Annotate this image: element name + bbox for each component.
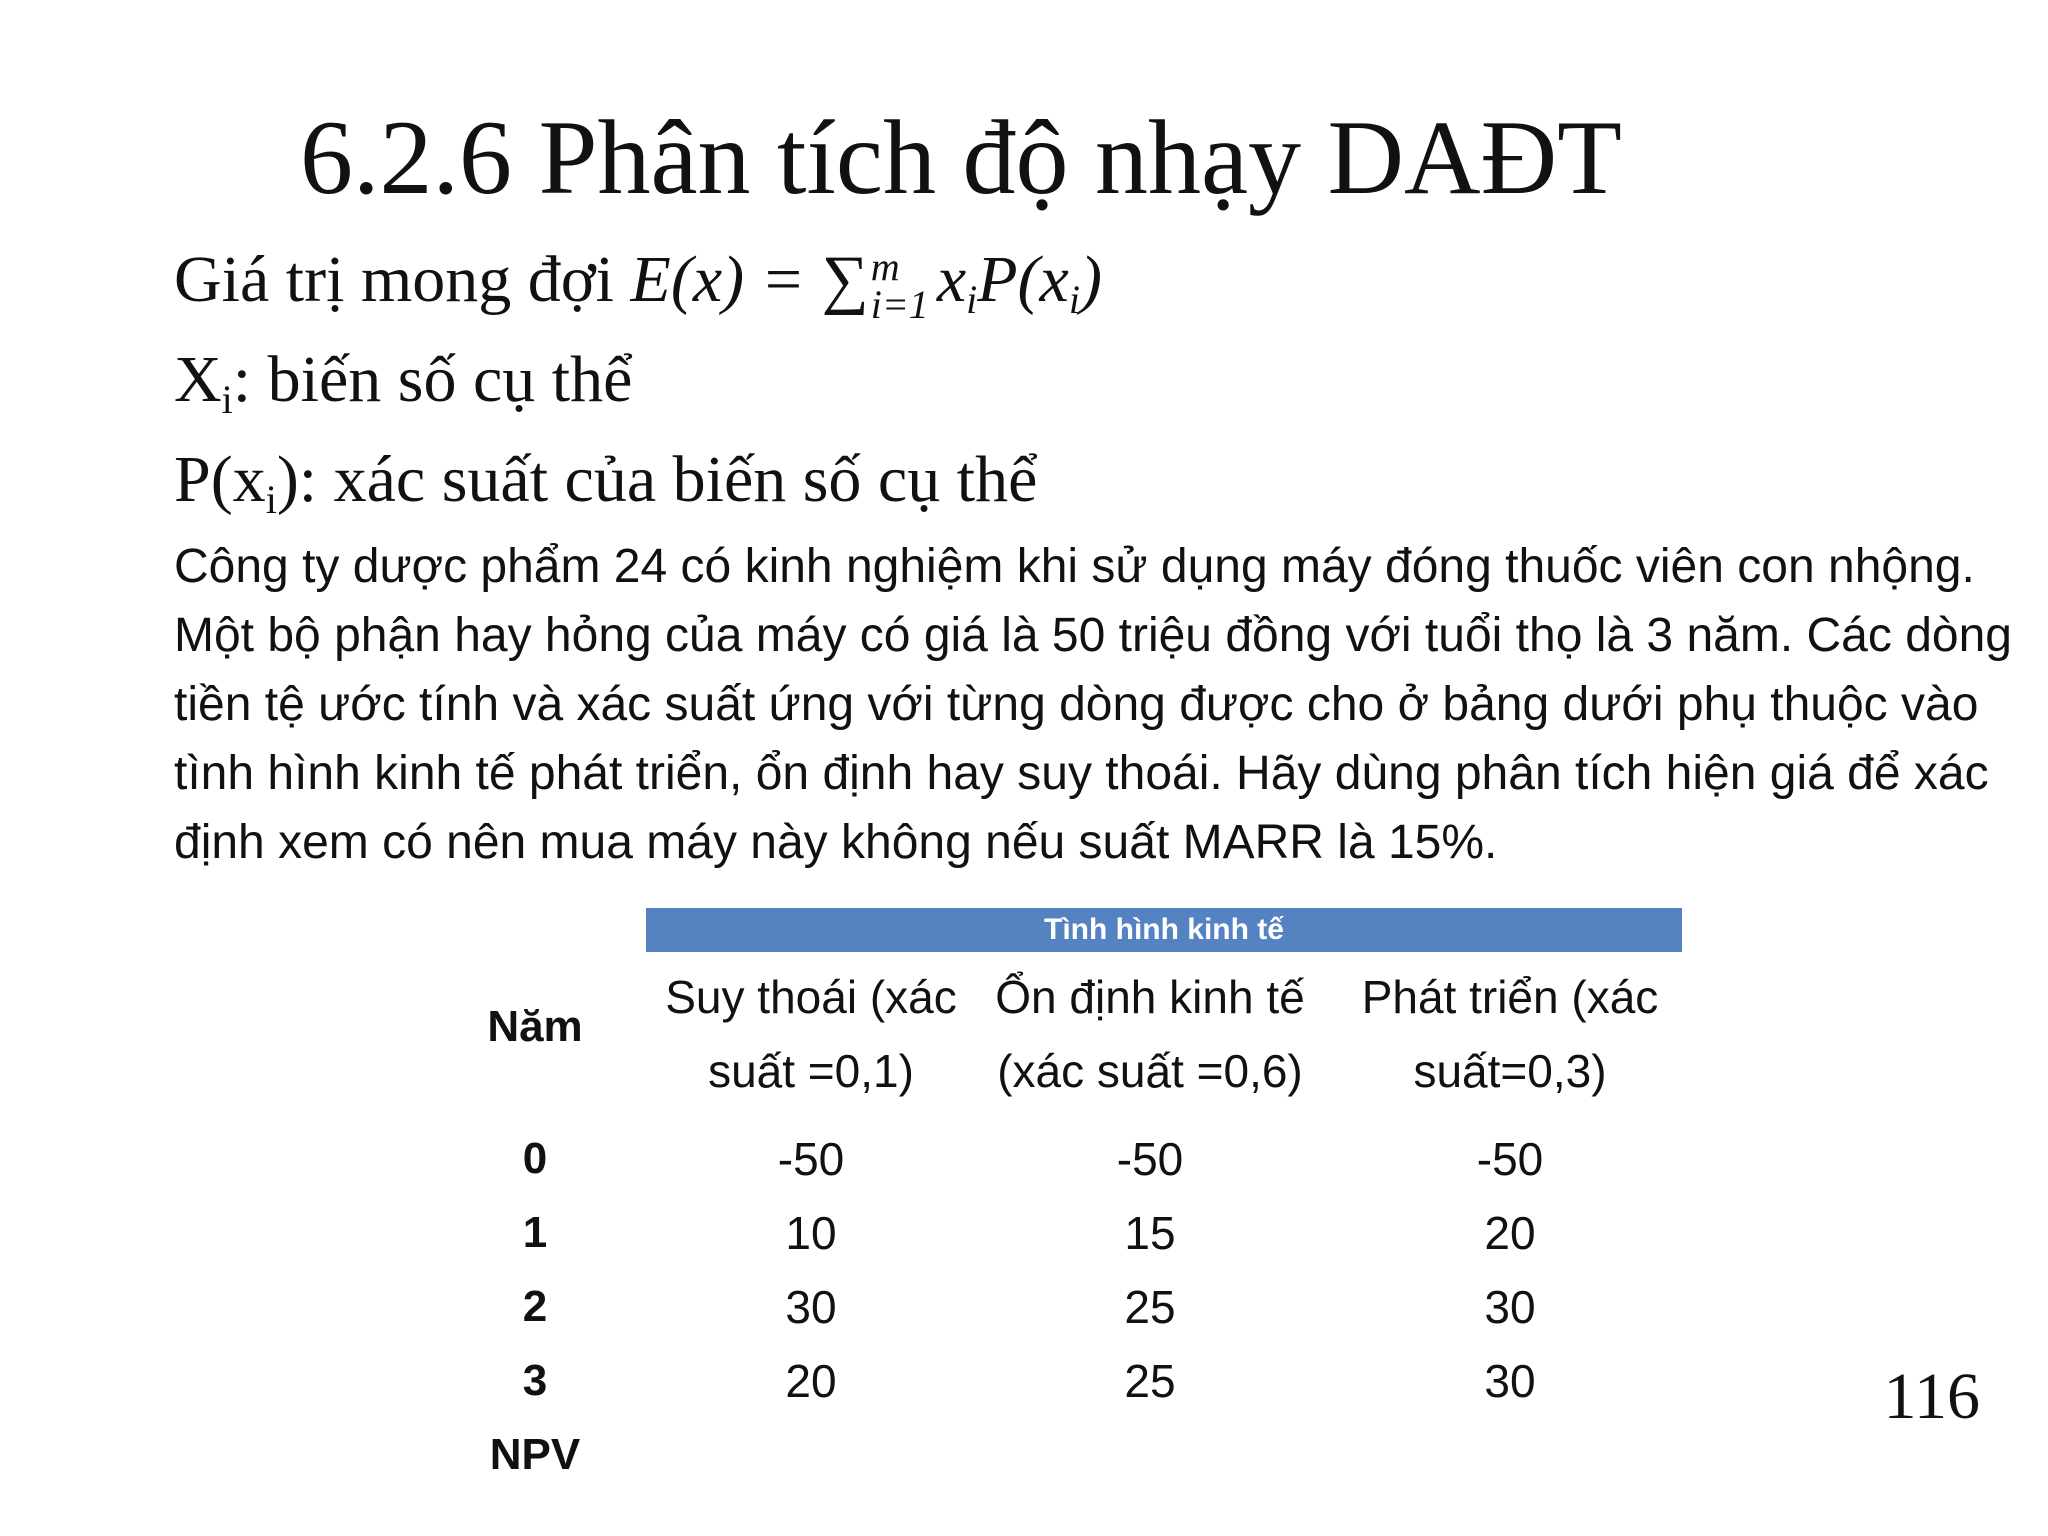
cell-growth: 30 [1484, 1281, 1536, 1333]
sum-lower-limit: i=1 [870, 281, 929, 327]
table-row [430, 1270, 1692, 1344]
table-row-npv [430, 1418, 1692, 1492]
cell-stable: 25 [1124, 1355, 1176, 1407]
sum-symbol: ∑ [821, 243, 869, 316]
page-number: 116 [1883, 1360, 1980, 1433]
table-row [430, 1344, 1692, 1418]
column-header-growth: Phát triển (xác suất=0,3) [1361, 971, 1659, 1097]
economic-situation-header: Tình hình kinh tế [646, 908, 1682, 952]
sum-upper-limit: m [870, 243, 900, 289]
column-header-stable: Ổn định kinh tế (xác suất =0,6) [995, 971, 1305, 1097]
sum-limits [870, 243, 929, 327]
cell-stable: 25 [1124, 1281, 1176, 1333]
cell-growth: 20 [1484, 1207, 1536, 1259]
column-header-recession: Suy thoái (xác suất =0,1) [665, 971, 957, 1097]
pxi-definition: $P(x_i)$: xác suất của biến số cụ thể [174, 443, 1038, 522]
cell-stable: 15 [1124, 1207, 1176, 1259]
table-row [430, 1196, 1692, 1270]
cell-year: 3 [522, 1356, 548, 1405]
expected-value-label: Giá trị mong đợi [174, 243, 615, 316]
cell-year: 1 [522, 1208, 548, 1257]
slide-title: 6.2.6 Phân tích độ nhạy DAĐT [300, 99, 1622, 216]
expected-value-lhs: E(x) = [630, 243, 806, 316]
cell-year: 2 [522, 1282, 548, 1331]
cell-growth: -50 [1476, 1133, 1544, 1185]
cell-year: 0 [522, 1134, 548, 1183]
cell-stable: -50 [1116, 1133, 1184, 1185]
cell-recession: 30 [785, 1281, 837, 1333]
expected-value-formula [174, 243, 1102, 327]
problem-statement: Công ty dược phẩm 24 có kinh nghiệm khi sử dụng máy đóng thuốc viên con nhộng. Một bộ phận hay hỏng của máy có giá là 50 triệu đồng với tuổi thọ là 3 năm. Các dòng tiền tệ ước tính và xác suất ứng với từng dòng được cho ở bảng dưới phụ thuộc vào tình hình kinh tế phát triển, ổn định hay suy thoái. Hãy dùng phân tích hiện giá để xác định xem có nên mua máy này không nếu suất MARR là 15%. [174, 540, 2012, 869]
cell-growth: 30 [1484, 1355, 1536, 1407]
cell-recession: 10 [785, 1207, 837, 1259]
sum-term: $x_iP(x_i)$ [936, 243, 1102, 322]
cell-recession: 20 [785, 1355, 837, 1407]
xi-definition: $X_i$: biến số cụ thể [174, 343, 633, 422]
column-header-year: Năm [487, 1002, 583, 1051]
cell-year: NPV [489, 1430, 581, 1479]
cell-recession: -50 [777, 1133, 845, 1185]
table-row [430, 1122, 1692, 1196]
